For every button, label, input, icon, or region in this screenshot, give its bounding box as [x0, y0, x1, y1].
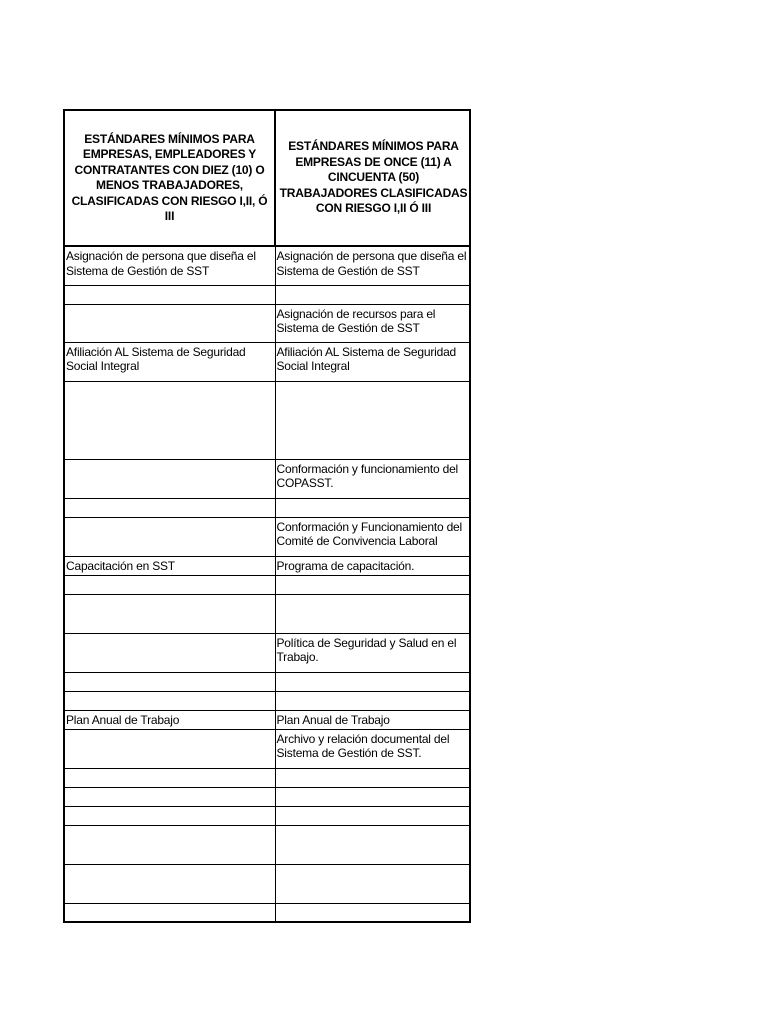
table-row: [65, 806, 471, 825]
table-cell: [65, 517, 275, 556]
table-row: [65, 710, 471, 729]
table-row: [65, 691, 471, 710]
table-cell: [65, 691, 275, 710]
table-cell: Conformación y funcionamiento del COPASST.: [275, 459, 471, 498]
table-cell: [275, 575, 471, 594]
table-cell: [65, 498, 275, 517]
table-row: [65, 864, 471, 903]
header-cell-small-companies: ESTÁNDARES MÍNIMOS PARA EMPRESAS, EMPLEADORES Y CONTRATANTES CON DIEZ (10) O MENOS TRABAJADORES, CLASIFICADAS CON RIESGO I,II, Ó III: [65, 111, 275, 246]
table-row: [65, 825, 471, 864]
table-row: [65, 903, 471, 921]
header-cell-medium-companies: ESTÁNDARES MÍNIMOS PARA EMPRESAS DE ONCE (11) A CINCUENTA (50) TRABAJADORES CLASIFICADAS CON RIESGO I,II Ó III: [275, 111, 471, 246]
table-cell: [65, 633, 275, 672]
table-cell: Afiliación AL Sistema de Seguridad Social Integral: [65, 342, 275, 381]
table-cell: [275, 787, 471, 806]
table-cell: [65, 825, 275, 864]
table-row: [65, 342, 471, 381]
table-cell: [275, 285, 471, 304]
table-row: [65, 459, 471, 498]
table-cell: Conformación y Funcionamiento del Comité de Convivencia Laboral: [275, 517, 471, 556]
table-cell: [275, 903, 471, 921]
table-cell: Plan Anual de Trabajo: [65, 710, 275, 729]
table-cell: [65, 575, 275, 594]
standards-table-container: [63, 109, 471, 923]
table-row: [65, 285, 471, 304]
table-cell: [275, 691, 471, 710]
table-cell: [65, 806, 275, 825]
table-row: [65, 787, 471, 806]
table-row: [65, 672, 471, 691]
table-cell: [275, 768, 471, 787]
table-row: [65, 594, 471, 633]
table-cell: Afiliación AL Sistema de Seguridad Social Integral: [275, 342, 471, 381]
table-cell: [65, 787, 275, 806]
table-cell: Archivo y relación documental del Sistema de Gestión de SST.: [275, 729, 471, 768]
table-cell: [275, 594, 471, 633]
table-cell: Programa de capacitación.: [275, 556, 471, 575]
table-row: [65, 517, 471, 556]
table-cell: [275, 825, 471, 864]
table-cell: [65, 381, 275, 459]
table-row: [65, 304, 471, 342]
table-cell: Plan Anual de Trabajo: [275, 710, 471, 729]
table-cell: Asignación de persona que diseña el Sistema de Gestión de SST: [65, 246, 275, 285]
table-cell: [275, 864, 471, 903]
table-row: [65, 498, 471, 517]
table-row: [65, 633, 471, 672]
table-row: [65, 246, 471, 285]
table-cell: [65, 672, 275, 691]
table-row: [65, 381, 471, 459]
table-row: [65, 575, 471, 594]
table-header-row: [65, 111, 471, 246]
table-cell: [65, 459, 275, 498]
table-cell: [275, 381, 471, 459]
table-cell: [65, 594, 275, 633]
table-cell: [65, 903, 275, 921]
table-cell: [65, 729, 275, 768]
standards-table: [65, 111, 471, 921]
table-cell: [65, 864, 275, 903]
table-row: [65, 768, 471, 787]
table-cell: [65, 768, 275, 787]
table-cell: [65, 285, 275, 304]
table-cell: [65, 304, 275, 342]
table-row: [65, 729, 471, 768]
table-cell: Asignación de recursos para el Sistema de Gestión de SST: [275, 304, 471, 342]
table-cell: [275, 806, 471, 825]
table-cell: [275, 498, 471, 517]
table-cell: Política de Seguridad y Salud en el Trabajo.: [275, 633, 471, 672]
table-cell: Asignación de persona que diseña el Sistema de Gestión de SST: [275, 246, 471, 285]
table-cell: [275, 672, 471, 691]
table-row: [65, 556, 471, 575]
table-cell: Capacitación en SST: [65, 556, 275, 575]
